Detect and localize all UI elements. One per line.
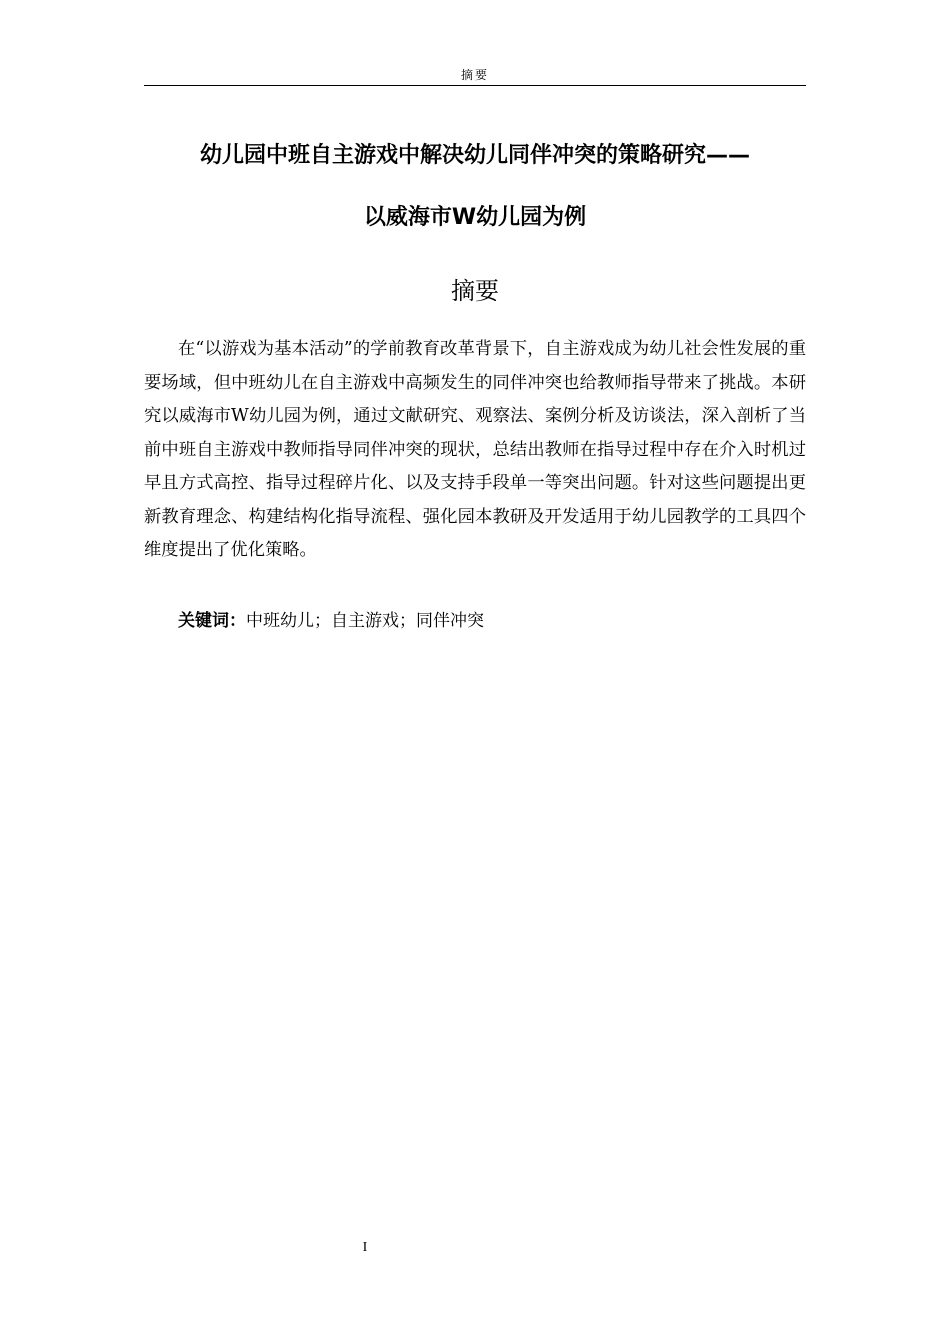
- header-rule: [144, 85, 806, 86]
- abstract-body: 在“以游戏为基本活动”的学前教育改革背景下，自主游戏成为幼儿社会性发展的重要场域，但中班幼儿在自主游戏中高频发生的同伴冲突也给教师指导带来了挑战。本研究以威海市W幼儿园为例，通过文献研究、观察法、案例分析及访谈法，深入剖析了当前中班自主游戏中教师指导同伴冲突的现状，总结出教师在指导过程中存在介入时机过早且方式高控、指导过程碎片化、以及支持手段单一等突出问题。针对这些问题提出更新教育理念、构建结构化指导流程、强化园本教研及开发适用于幼儿园教学的工具四个维度提出了优化策略。: [144, 339, 806, 560]
- running-header: 摘要: [460, 68, 489, 82]
- keywords-values: 中班幼儿；自主游戏；同伴冲突: [246, 611, 484, 631]
- keywords-label: 关键词：: [178, 611, 246, 631]
- abstract-heading: 摘要: [451, 277, 499, 305]
- document-title-line-1: 幼儿园中班自主游戏中解决幼儿同伴冲突的策略研究——: [199, 143, 750, 168]
- document-title-line-2: 以威海市W幼儿园为例: [363, 205, 587, 230]
- keywords-line: [178, 606, 798, 636]
- page-number: I: [362, 1240, 368, 1255]
